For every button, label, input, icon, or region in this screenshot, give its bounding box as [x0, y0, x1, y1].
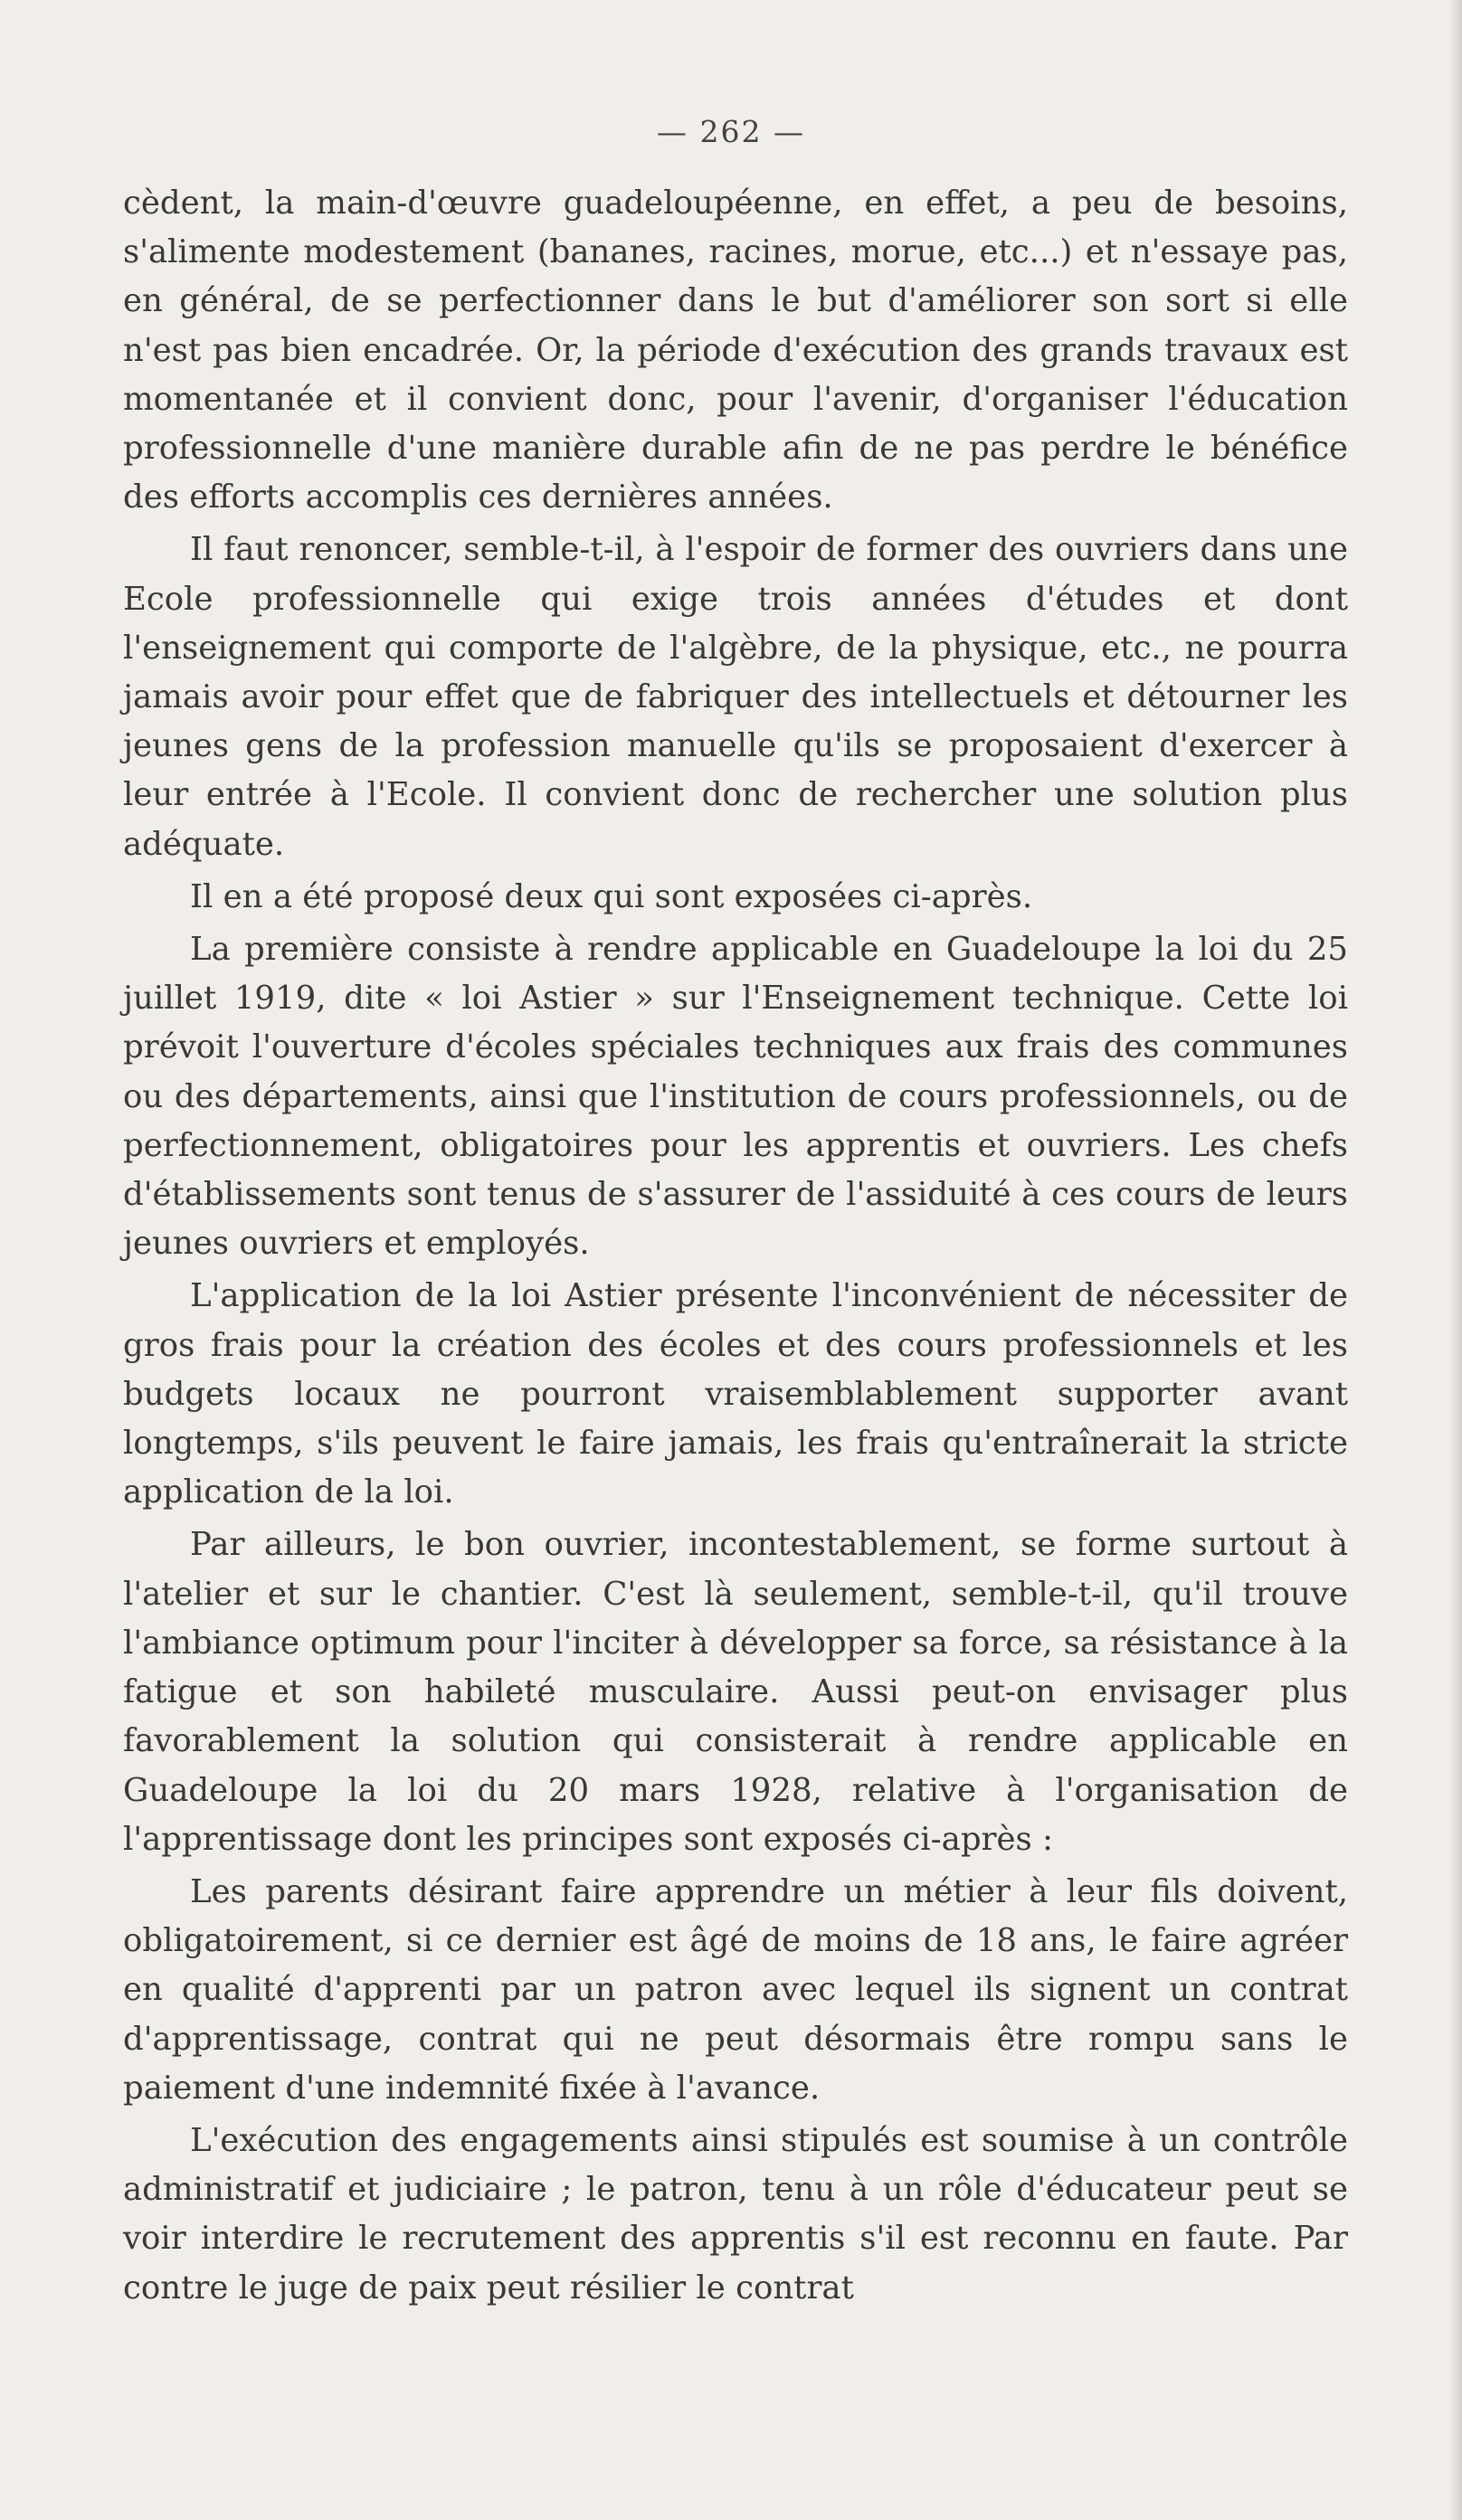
paragraph-5: L'application de la loi Astier présente l'inconvénient de nécessiter de gros frais pour la création des écoles et des cours professionnels et les budgets locaux ne pourront vraisemblablement supporter avant longtemps, s'ils peuvent le faire jamais, les frais qu'entraînerait la stricte application de la loi.: [123, 1277, 1348, 1511]
page-edge-shadow: [1449, 0, 1462, 2520]
paragraph-1: cèdent, la main-d'œuvre guadeloupéenne, en effet, a peu de besoins, s'alimente modestement (bananes, racines, morue, etc...) et n'essaye pas, en général, de se perfectionner dans le but d'améliorer son sort si elle n'est pas bien encadrée. Or, la période d'exécution des grands travaux est momentanée et il convient donc, pour l'avenir, d'organiser l'éducation professionnelle d'une manière durable afin de ne pas perdre le bénéfice des efforts accomplis ces dernières années.: [123, 185, 1348, 516]
paragraph-4: La première consiste à rendre applicable en Guadeloupe la loi du 25 juillet 1919, dite « loi Astier » sur l'Enseignement technique. Cette loi prévoit l'ouverture d'écoles spéciales techniques aux frais des communes ou des départements, ainsi que l'institution de cours professionnels, ou de perfectionnement, obligatoires pour les apprentis et ouvriers. Les chefs d'établissements sont tenus de s'assurer de l'assiduité à ces cours de leurs jeunes ouvriers et employés.: [123, 931, 1348, 1263]
paragraph-7: Les parents désirant faire apprendre un métier à leur fils doivent, obligatoirement, si ce dernier est âgé de moins de 18 ans, le faire agréer en qualité d'apprenti par un patron avec lequel ils signent un contrat d'apprentissage, contrat qui ne peut désormais être rompu sans le paiement d'une indemnité fixée à l'avance.: [123, 1872, 1348, 2107]
paragraph-6: Par ailleurs, le bon ouvrier, incontestablement, se forme surtout à l'atelier et sur le chantier. C'est là seulement, semble-t-il, qu'il trouve l'ambiance optimum pour l'inciter à développer sa force, sa résistance à la fatigue et son habileté musculaire. Aussi peut-on envisager plus favorablement la solution qui consisterait à rendre applicable en Guadeloupe la loi du 20 mars 1928, relative à l'organisation de l'apprentissage dont les principes sont exposés ci-après :: [123, 1526, 1348, 1858]
page-number: — 262 —: [657, 114, 805, 149]
paragraph-8: L'exécution des engagements ainsi stipulés est soumise à un contrôle administratif et judiciaire ; le patron, tenu à un rôle d'éducateur peut se voir interdire le recrutement des apprentis s'il est reconnu en faute. Par contre le juge de paix peut résilier le contrat: [123, 2121, 1348, 2307]
paragraph-3: Il en a été proposé deux qui sont exposées ci-après.: [190, 877, 1033, 915]
paragraph-2: Il faut renoncer, semble-t-il, à l'espoir de former des ouvriers dans une Ecole professionnelle qui exige trois années d'études et dont l'enseignement qui comporte de l'algèbre, de la physique, etc., ne pourra jamais avoir pour effet que de fabriquer des intellectuels et détourner les jeunes gens de la profession manuelle qu'ils se proposaient d'exercer à leur entrée à l'Ecole. Il convient donc de rechercher une solution plus adéquate.: [123, 531, 1348, 863]
body-text: [123, 179, 1348, 2316]
